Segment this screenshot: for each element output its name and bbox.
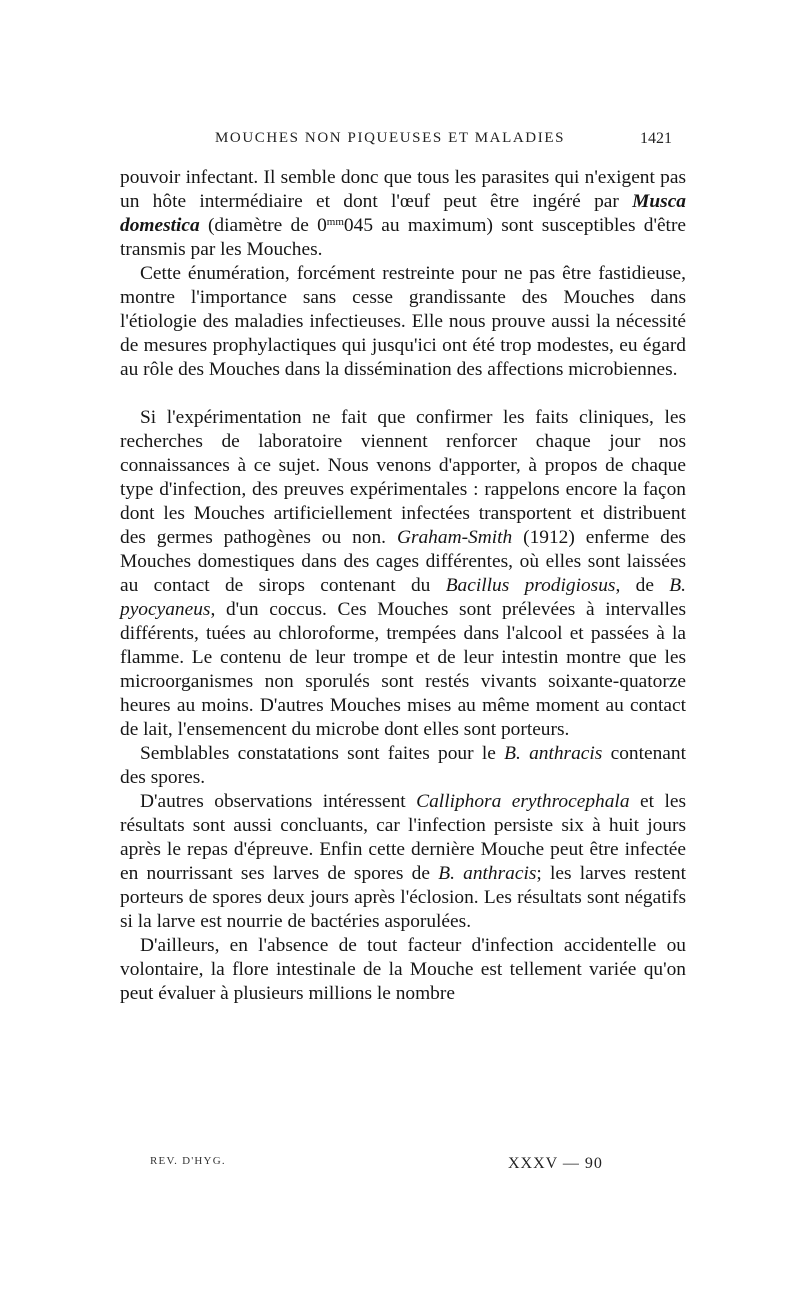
running-head-title: MOUCHES NON PIQUEUSES ET MALADIES [215, 130, 566, 146]
taxon-b-pyocyaneus: B. pyocyaneus [120, 575, 686, 620]
taxon-musca-domestica: Musca domestica [120, 191, 686, 236]
taxon-calliphora: Calliphora erythrocephala [416, 791, 630, 812]
unit-superscript: mm [326, 216, 344, 228]
paragraph-4: Semblables constatations sont faites pour le B. anthracis contenant des spores. [120, 743, 686, 788]
body-text [120, 166, 686, 1006]
page-footer [0, 1155, 800, 1177]
paragraph-2: Cette énumération, forcément restreinte pour ne pas être fastidieuse, montre l'importance sans cesse grandissante des Mouches dans l'étiologie des maladies infectieuses. Elle nous prouve aussi la nécessité de mesures prophylactiques qui jusqu'ici ont été trop modestes, eu égard au rôle des Mouches dans la dissémination des affections microbiennes. [120, 263, 686, 380]
taxon-b-anthracis: B. anthracis [504, 743, 603, 764]
signature-mark: REV. D'HYG. [150, 1155, 226, 1167]
paragraph-1: pouvoir infectant. Il semble donc que tous les parasites qui n'exigent pas un hôte intermédiaire et dont l'œuf peut être ingéré par Musca domestica (diamètre de $0^{mm}045$ au maximum) sont susceptibles d'être transmis par les Mouches. [120, 167, 687, 260]
running-head [0, 130, 800, 154]
taxon-b-anthracis-2: B. anthracis [438, 863, 537, 884]
paragraph-6: D'ailleurs, en l'absence de tout facteur d'infection accidentelle ou volontaire, la flore intestinale de la Mouche est tellement variée qu'on peut évaluer à plusieurs millions le nombre [120, 935, 686, 1004]
page-number: 1421 [640, 130, 672, 147]
paragraph-3: Si l'expérimentation ne fait que confirmer les faits cliniques, les recherches de laboratoire viennent renforcer chaque jour nos connaissances à ce sujet. Nous venons d'apporter, à propos de chaque type d'infection, des preuves expérimentales : rappelons encore la façon dont les Mouches artificiellement infectées transportent et distribuent des germes pathogènes ou non. Graham-Smith (1912) enferme des Mouches domestiques dans des cages différentes, où elles sont laissées au contact de sirops contenant du Bacillus prodigiosus, de B. pyocyaneus, d'un coccus. Ces Mouches sont prélevées à intervalles différents, tuées au chloroforme, trempées dans l'alcool et passées à la flamme. Le contenu de leur trompe et de leur intestin montre que les microorganismes non sporulés sont restés vivants soixante-quatorze heures au moins. D'autres Mouches mises au même moment au contact de lait, l'ensemencent du microbe dont elles sont porteurs. [120, 407, 686, 740]
paragraph-5: D'autres observations intéressent Calliphora erythrocephala et les résultats sont aussi concluants, car l'infection persiste six à huit jours après le repas d'épreuve. Enfin cette dernière Mouche peut être infectée en nourrissant ses larves de spores de B. anthracis; les larves restent porteurs de spores deux jours après l'éclosion. Les résultats sont négatifs si la larve est nourrie de bactéries asporulées. [120, 791, 686, 932]
taxon-bacillus-prodigiosus: Bacillus prodigiosus [445, 575, 616, 596]
author-graham-smith: Graham-Smith [396, 527, 513, 548]
sheet-number: XXXV — 90 [508, 1155, 603, 1172]
